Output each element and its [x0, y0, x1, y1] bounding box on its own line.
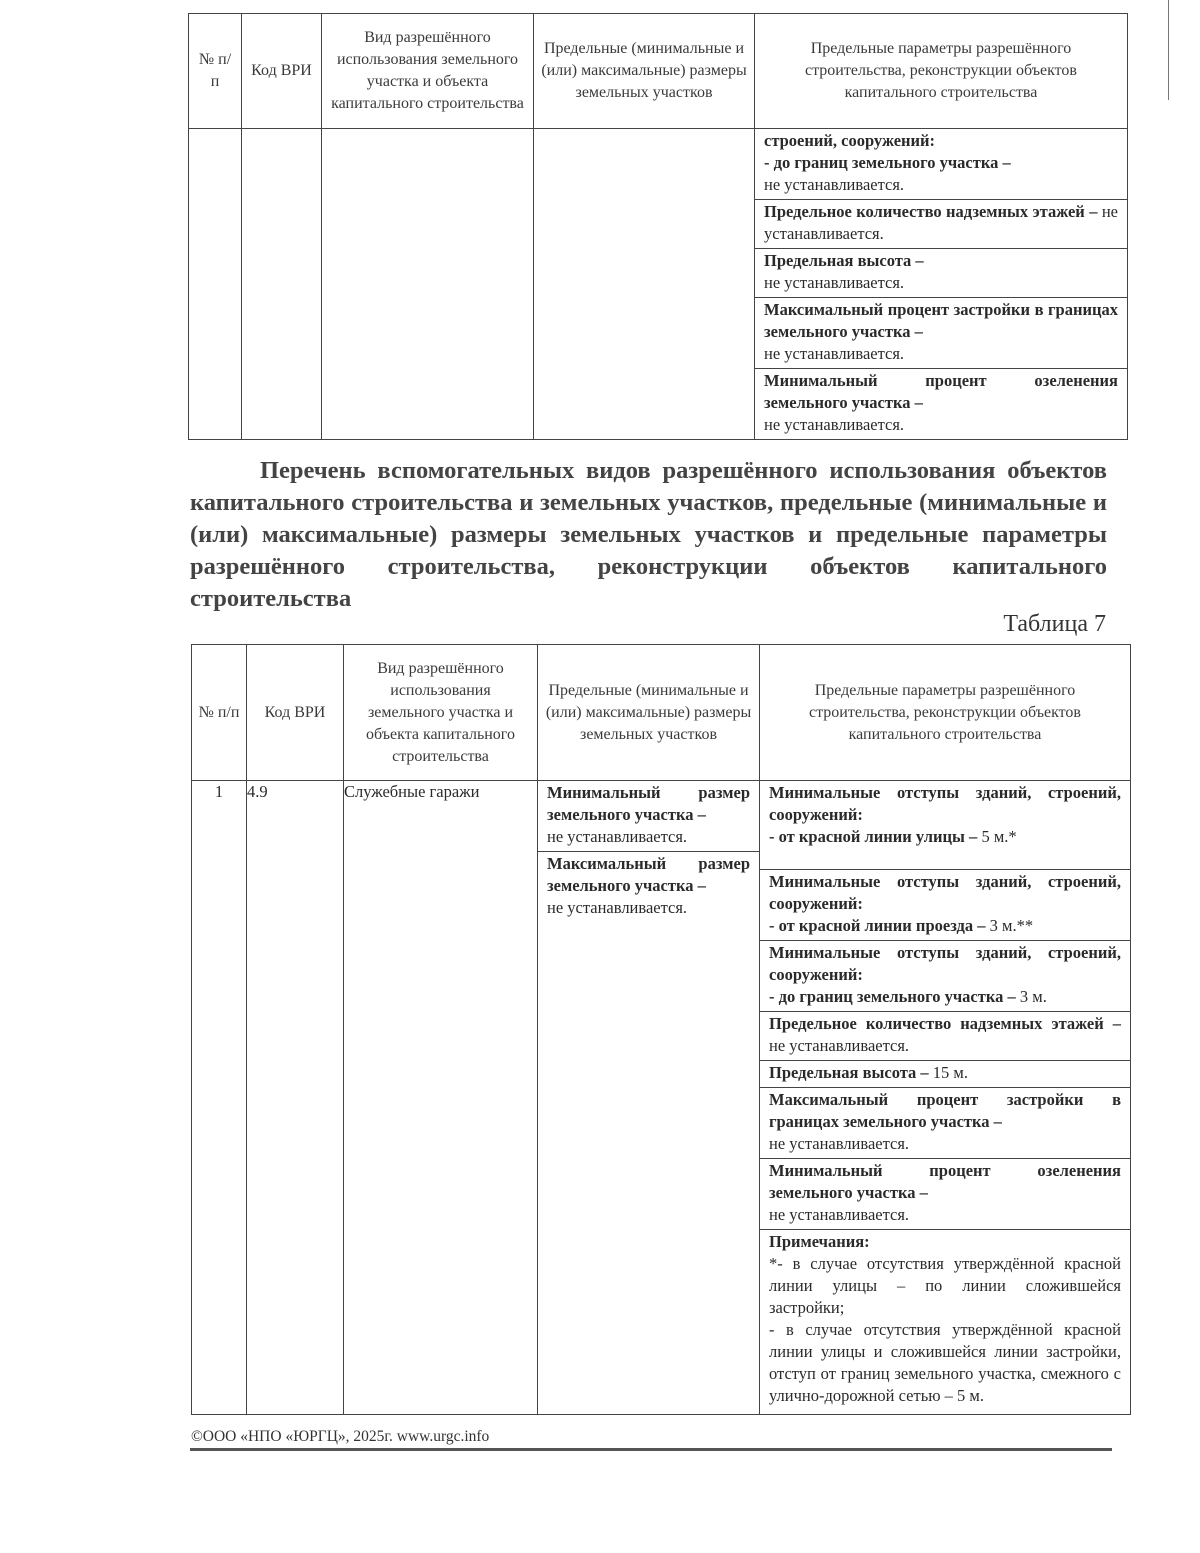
cell-use: Служебные гаражи: [344, 781, 538, 1415]
header-use: Вид разрешённого использования земельного участка и объекта капитального строительства: [344, 645, 538, 781]
header-sizes: Предельные (минимальные и (или) максимальные) размеры земельных участков: [538, 645, 760, 781]
param-setback-boundary: Минимальные отступы зданий, строений, сооружений: - до границ земельного участка – 3 м.: [760, 940, 1130, 1011]
header-use: Вид разрешённого использования земельного участка и объекта капитального строительства: [322, 14, 534, 129]
cell-params: [755, 129, 1128, 440]
param-floors: Предельное количество надземных этажей – не устанавливается.: [755, 199, 1127, 248]
cell-params: [760, 781, 1131, 1415]
auxiliary-uses-table: [191, 644, 1131, 1415]
param-setback-passage: Минимальные отступы зданий, строений, сооружений: - от красной линии проезда – 3 м.**: [760, 869, 1130, 940]
cell-sizes: [534, 129, 755, 440]
header-params: Предельные параметры разрешённого строительства, реконструкции объектов капитального строительства: [755, 14, 1128, 129]
cell-use: [322, 129, 534, 440]
header-code: Код ВРИ: [242, 14, 322, 129]
table-label: Таблица 7: [1003, 611, 1106, 637]
table-header-row: [192, 645, 1131, 781]
table-row: [192, 781, 1131, 1415]
param-coverage: Максимальный процент застройки в границах земельного участка – не устанавливается.: [760, 1087, 1130, 1158]
cell-sizes: [538, 781, 760, 1415]
zoning-table-continued: [188, 13, 1128, 440]
note-second: - в случае отсутствия утверждённой красной линии улицы и сложившейся линии застройки, отступ от границ земельного участка, смежного с улично-дорожной сетью – 5 м.: [769, 1320, 1121, 1405]
section-heading: Перечень вспомогательных видов разрешённого использования объектов капитального строительства и земельных участков, предельные (минимальные и (или) максимальные) размеры земельных участков и предельные параметры разрешённого строительства, реконструкции объектов капитального строительства: [190, 457, 1107, 612]
footer-copyright: ©ООО «НПО «ЮРГЦ», 2025г. www.urgc.info: [191, 1428, 490, 1445]
table-header-row: [189, 14, 1128, 129]
cell-code: [242, 129, 322, 440]
param-floors: Предельное количество надземных этажей – не устанавливается.: [760, 1011, 1130, 1060]
param-coverage: Максимальный процент застройки в границах земельного участка – не устанавливается.: [755, 297, 1127, 368]
cell-num: 1: [192, 781, 247, 1415]
cell-num: [189, 129, 242, 440]
param-height: Предельная высота – не устанавливается.: [755, 248, 1127, 297]
table-row: [189, 129, 1128, 440]
header-num: № п/п: [189, 14, 242, 129]
param-greenery: Минимальный процент озеленения земельного участка – не устанавливается.: [760, 1158, 1130, 1229]
param-setback-street: Минимальные отступы зданий, строений, сооружений: - от красной линии улицы – 5 м.*: [769, 783, 1121, 846]
header-num: № п/п: [192, 645, 247, 781]
size-min: Минимальный размер земельного участка – не устанавливается.: [547, 783, 750, 846]
cell-code: 4.9: [247, 781, 344, 1415]
param-setbacks: строений, сооружений: - до границ земельного участка – не устанавливается.: [764, 131, 1011, 194]
header-sizes: Предельные (минимальные и (или) максимальные) размеры земельных участков: [534, 14, 755, 129]
header-code: Код ВРИ: [247, 645, 344, 781]
size-max: Максимальный размер земельного участка – не устанавливается.: [538, 851, 759, 922]
scan-edge-line: [1168, 0, 1169, 100]
param-notes: Примечания: *- в случае отсутствия утверждённой красной линии улицы – по линии сложившейся застройки; - в случае отсутствия утверждённой красной линии улицы и сложившейся линии застройки, отступ от границ земельного участка, смежного с улично-дорожной сетью – 5 м.: [760, 1229, 1130, 1410]
note-first: *- в случае отсутствия утверждённой красной линии улицы – по линии сложившейся застройки;: [769, 1254, 1121, 1317]
param-height: Предельная высота – 15 м.: [760, 1060, 1130, 1087]
header-params: Предельные параметры разрешённого строительства, реконструкции объектов капитального строительства: [760, 645, 1131, 781]
footer-divider: [190, 1448, 1112, 1451]
param-greenery: Минимальный процент озеленения земельного участка – не устанавливается.: [755, 368, 1127, 439]
